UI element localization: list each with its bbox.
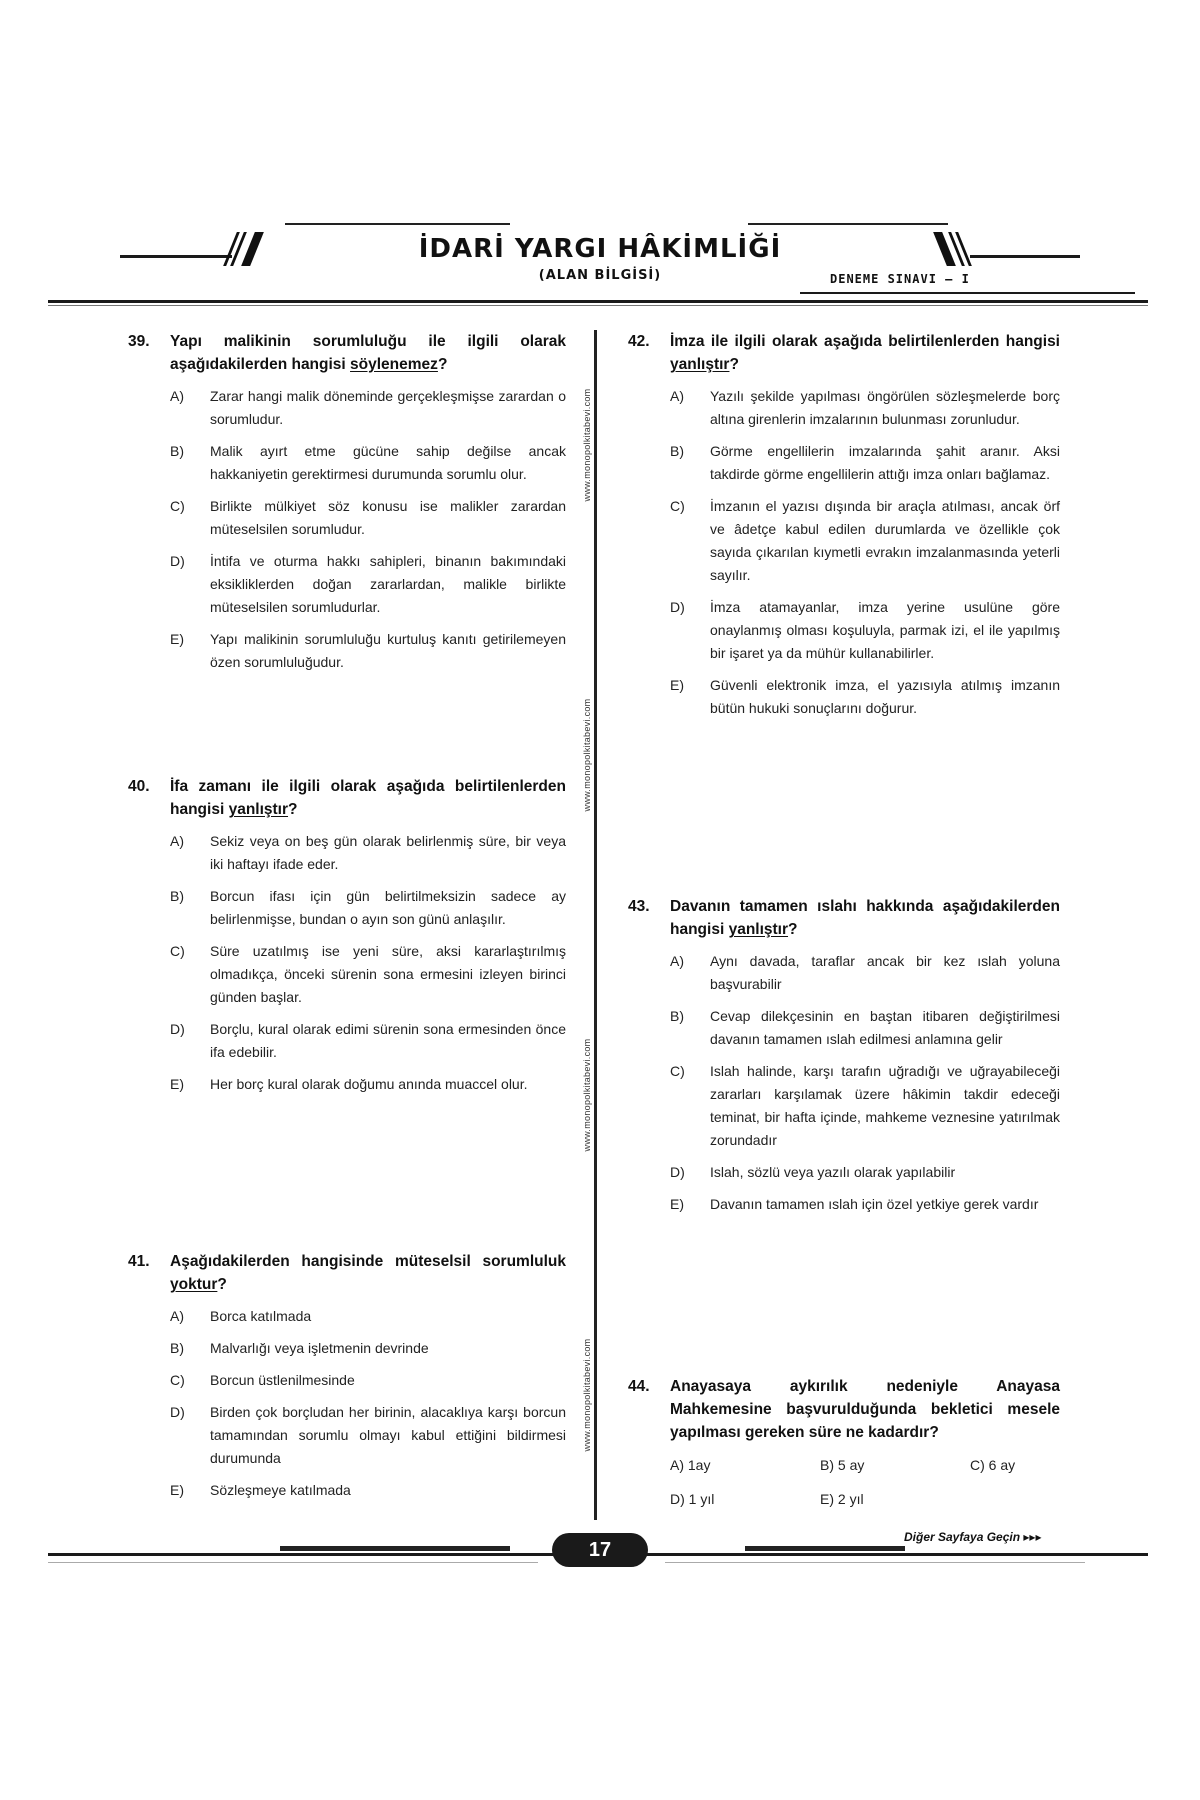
- side-watermark-1: www.monopolkitabevi.com: [582, 388, 592, 502]
- footer-rule-thin-left: [48, 1562, 538, 1563]
- option-e[interactable]: E) Güvenli elektronik imza, el yazısıyla atılmış imzanın bütün hukuki sonuçlarını doğurur.: [670, 677, 1060, 716]
- option-d[interactable]: D) 1 yıl: [670, 1491, 715, 1507]
- header-main-rule: [48, 300, 1148, 303]
- question-text: Aşağıdakilerden hangisinde müteselsil sorumluluk yoktur?: [170, 1253, 566, 1293]
- question-number: 44.: [628, 1378, 650, 1395]
- option-e[interactable]: E) 2 yıl: [820, 1491, 864, 1507]
- option-a[interactable]: A) Sekiz veya on beş gün olarak belirlenmiş süre, bir veya iki haftayı ifade eder.: [170, 833, 566, 872]
- option-a[interactable]: A) Aynı davada, taraflar ancak bir kez ıslah yoluna başvurabilir: [670, 953, 1060, 992]
- option-d[interactable]: D) Birden çok borçludan her birinin, alacaklıya karşı borcun tamamından sorumlu olmayı kabul ettiğini bildirmesi durumunda: [170, 1404, 566, 1466]
- question-41-stem: [128, 1250, 566, 1296]
- options-grid: [670, 1454, 1060, 1511]
- option-c[interactable]: C) Birlikte mülkiyet söz konusu ise malikler zarardan müteselsilen sorumludur.: [170, 498, 566, 537]
- option-c[interactable]: C) Borcun üstlenilmesinde: [170, 1372, 355, 1388]
- column-divider: [594, 330, 597, 1520]
- question-42-stem: [628, 330, 1060, 376]
- header-rule-right-top: [748, 223, 948, 225]
- side-watermark-3: www.monopolkitabevi.com: [582, 1038, 592, 1152]
- question-number: 41.: [128, 1253, 150, 1270]
- page-title: İDARİ YARGI HÂKİMLİĞİ: [418, 234, 782, 264]
- question-44: [628, 1375, 1060, 1511]
- question-39: [128, 330, 566, 674]
- question-number: 39.: [128, 333, 150, 350]
- side-watermark-2: www.monopolkitabevi.com: [582, 698, 592, 812]
- emphasis-word: yanlıştır: [728, 921, 789, 938]
- question-text: Yapı malikinin sorumluluğu ile ilgili olarak aşağıdakilerden hangisi söylenemez?: [170, 333, 566, 373]
- option-c[interactable]: C) 6 ay: [970, 1457, 1016, 1473]
- option-b[interactable]: B) Malvarlığı veya işletmenin devrinde: [170, 1340, 429, 1356]
- option-e[interactable]: E) Yapı malikinin sorumluluğu kurtuluş kanıtı getirilemeyen özen sorumluluğudur.: [170, 631, 566, 670]
- emphasis-word: yoktur: [170, 1276, 218, 1293]
- option-a[interactable]: A) Borca katılmada: [170, 1308, 312, 1324]
- option-b[interactable]: B) Cevap dilekçesinin en baştan itibaren değiştirilmesi davanın tamamen ıslah edilmesi anlamına gelir: [670, 1008, 1060, 1047]
- option-d[interactable]: D) Borçlu, kural olarak edimi sürenin sona ermesinden önce ifa edebilir.: [170, 1021, 566, 1060]
- question-42: [628, 330, 1060, 720]
- next-page-link[interactable]: Diğer Sayfaya Geçin ▸▸▸: [904, 1530, 1042, 1544]
- exam-label: DENEME SINAVI – I: [830, 272, 970, 286]
- option-c[interactable]: C) Islah halinde, karşı tarafın uğradığı ve uğrayabileceği zararları karşılamak üzere hâkimin takdir edeceği teminat, bir hafta içinde, mahkeme veznesine yatırılmak zorundadır: [670, 1063, 1060, 1148]
- question-44-stem: [628, 1375, 1060, 1444]
- header-main-rule-shadow: [48, 305, 1148, 306]
- option-c[interactable]: C) İmzanın el yazısı dışında bir araçla atılması, ancak örf ve âdetçe kabul edilen durumlarda ve özellikle çok sayıda çıkarılan kıymetli evrakın imzalanmasında yeterli sayılır.: [670, 498, 1060, 583]
- question-text: İmza ile ilgili olarak aşağıda belirtilenlerden hangisi yanlıştır?: [670, 333, 1060, 373]
- option-a[interactable]: A) Zarar hangi malik döneminde gerçekleşmişse zarardan o sorumludur.: [170, 388, 566, 427]
- option-c[interactable]: C) Süre uzatılmış ise yeni süre, aksi kararlaştırılmış olmadıkça, önceki sürenin sona ermesini izleyen birinci günden başlar.: [170, 943, 566, 1005]
- question-43-stem: [628, 895, 1060, 941]
- option-b[interactable]: B) Görme engellilerin imzalarında şahit aranır. Aksi takdirde görme engellilerin attığı imza onları bağlamaz.: [670, 443, 1060, 482]
- option-e[interactable]: E) Davanın tamamen ıslah için özel yetkiye gerek vardır: [670, 1196, 1039, 1212]
- emphasis-word: yanlıştır: [228, 801, 289, 818]
- footer-rule-left-accent: [280, 1546, 510, 1551]
- option-b[interactable]: B) 5 ay: [820, 1457, 865, 1473]
- question-text: Anayasaya aykırılık nedeniyle Anayasa Mahkemesine başvurulduğunda bekletici mesele yapılması gereken süre ne kadardır?: [670, 1378, 1060, 1441]
- question-number: 40.: [128, 778, 150, 795]
- option-b[interactable]: B) Malik ayırt etme gücüne sahip değilse ancak hakkaniyetin gerektirmesi durumunda sorumlu olur.: [170, 443, 566, 482]
- question-number: 42.: [628, 333, 650, 350]
- emphasis-word: söylenemez: [350, 356, 438, 373]
- header-rule-left-top: [285, 223, 510, 225]
- question-39-stem: [128, 330, 566, 376]
- question-40-stem: [128, 775, 566, 821]
- page-number: 17: [552, 1533, 648, 1567]
- question-number: 43.: [628, 898, 650, 915]
- exam-label-underline: [800, 292, 1135, 294]
- question-text: Davanın tamamen ıslahı hakkında aşağıdakilerden hangisi yanlıştır?: [670, 898, 1060, 938]
- question-text: İfa zamanı ile ilgili olarak aşağıda belirtilenlerden hangisi yanlıştır?: [170, 778, 566, 818]
- footer-rule-right-accent: [745, 1546, 905, 1551]
- option-e[interactable]: E) Sözleşmeye katılmada: [170, 1482, 351, 1498]
- question-41: [128, 1250, 566, 1502]
- option-a[interactable]: A) 1ay: [670, 1457, 711, 1473]
- option-d[interactable]: D) İmza atamayanlar, imza yerine usulüne göre onaylanmış olması koşuluyla, parmak izi, el ile yapılmış bir işaret ya da mühür kullanabilirler.: [670, 599, 1060, 661]
- side-watermark-4: www.monopolkitabevi.com: [582, 1338, 592, 1452]
- question-43: [628, 895, 1060, 1216]
- question-40: [128, 775, 566, 1096]
- option-d[interactable]: D) Islah, sözlü veya yazılı olarak yapılabilir: [670, 1164, 956, 1180]
- emphasis-word: yanlıştır: [670, 356, 730, 373]
- option-d[interactable]: D) İntifa ve oturma hakkı sahipleri, binanın bakımındaki eksikliklerden doğan zararlardan, malikle birlikte müteselsilen sorumludurlar.: [170, 553, 566, 615]
- option-b[interactable]: B) Borcun ifası için gün belirtilmeksizin sadece ay belirlenmişse, bundan o ayın son günü anlaşılır.: [170, 888, 566, 927]
- page-subtitle: (ALAN BİLGİSİ): [538, 268, 662, 283]
- option-a[interactable]: A) Yazılı şekilde yapılması öngörülen sözleşmelerde borç altına girenlerin imzalarının bulunması zorunludur.: [670, 388, 1060, 427]
- footer-rule-thin-right: [665, 1562, 1085, 1563]
- option-e[interactable]: E) Her borç kural olarak doğumu anında muaccel olur.: [170, 1076, 528, 1092]
